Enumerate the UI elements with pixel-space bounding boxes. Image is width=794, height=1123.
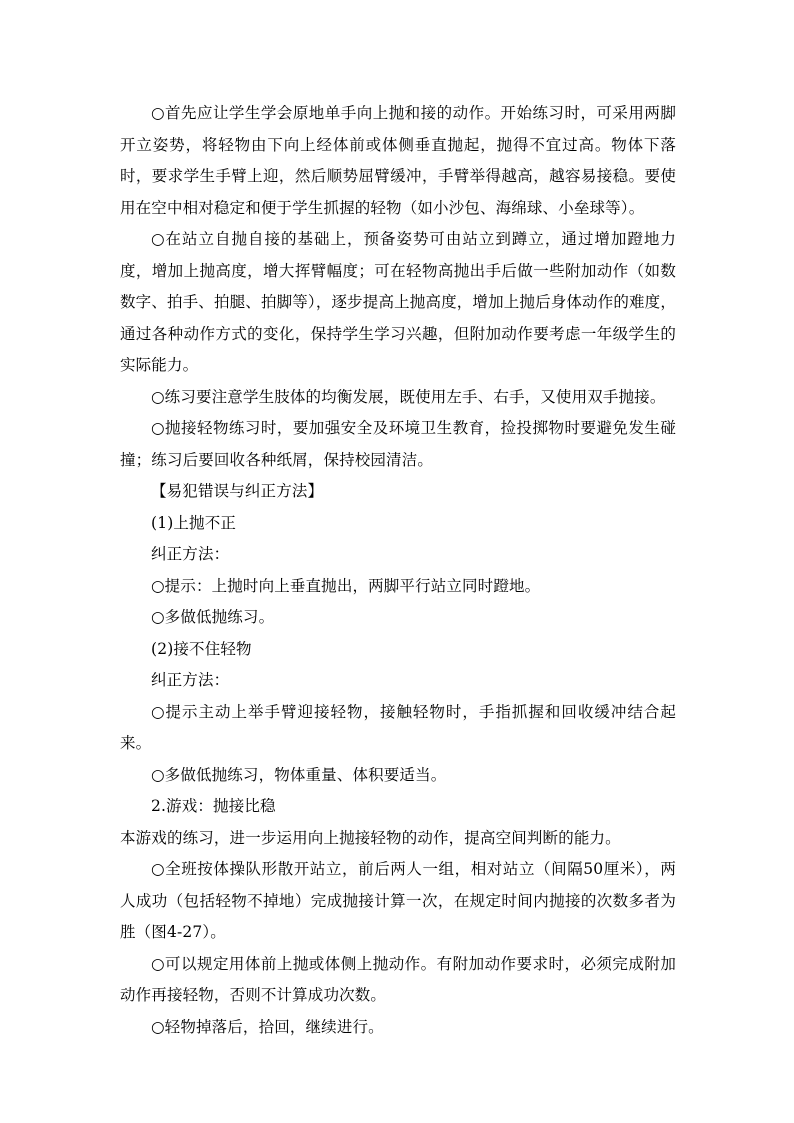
correction-label-1: 纠正方法： — [151, 545, 230, 563]
correction-tip-2b: ○多做低抛练习，物体重量、体积要适当。 — [151, 765, 447, 784]
correction-tip-1a: ○提示：上抛时向上垂直抛出，两脚平行站立同时蹬地。 — [151, 576, 541, 595]
paragraph-self-throw-progression: ○在站立自抛自接的基础上，预备姿势可由站立到蹲立，通过增加蹬地力度，增加上抛高度，增大挥臂幅度；可在轻物高抛出手后做一些附加动作（如数数字、拍手、拍腿、拍脚等），逐步提高上抛高度，增加上抛后身体动作的难度，通过各种动作方式的变化，保持学生学习兴趣，但附加动作要考虑一年级学生的实际能力。 — [120, 230, 676, 374]
paragraph-balanced-development: ○练习要注意学生肢体的均衡发展，既使用左手、右手，又使用双手抛接。 — [151, 387, 666, 406]
correction-tip-2a: ○提示主动上举手臂迎接轻物，接触轻物时，手指抓握和回收缓冲结合起来。 — [120, 702, 676, 752]
game-intro: 本游戏的练习，进一步运用向上抛接轻物的动作，提高空间判断的能力。 — [120, 828, 621, 847]
correction-label-2: 纠正方法： — [151, 671, 230, 689]
paragraph-safety-education: ○抛接轻物练习时，要加强安全及环境卫生教育，捡投掷物时要避免发生碰撞；练习后要回收各种纸屑，保持校园清洁。 — [120, 419, 676, 469]
game-rule-2: ○可以规定用体前上抛或体侧上抛动作。有附加动作要求时，必须完成附加动作再接轻物，否则不计算成功次数。 — [120, 954, 676, 1004]
game-rule-1: ○全班按体操队形散开站立，前后两人一组，相对站立（间隔50厘米），两人成功（包括轻物不掉地）完成抛接计算一次，在规定时间内抛接的次数多者为胜（图4-27）。 — [120, 860, 676, 941]
error-item-2-title: (2)接不住轻物 — [151, 639, 252, 658]
error-item-1-title: (1)上抛不正 — [151, 513, 237, 532]
game-heading: 2.游戏：抛接比稳 — [151, 797, 276, 815]
document-page — [120, 98, 676, 1043]
section-heading-errors: 【易犯错误与纠正方法】 — [151, 482, 324, 500]
game-rule-3: ○轻物掉落后，拾回，继续进行。 — [151, 1017, 384, 1036]
paragraph-throw-catch-basics: ○首先应让学生学会原地单手向上抛和接的动作。开始练习时，可采用两脚开立姿势，将轻物由下向上经体前或体侧垂直抛起，抛得不宜过高。物体下落时，要求学生手臂上迎，然后顺势屈臂缓冲，手臂举得越高，越容易接稳。要使用在空中相对稳定和便于学生抓握的轻物（如小沙包、海绵球、小垒球等）。 — [120, 104, 676, 217]
correction-tip-1b: ○多做低抛练习。 — [151, 608, 275, 626]
